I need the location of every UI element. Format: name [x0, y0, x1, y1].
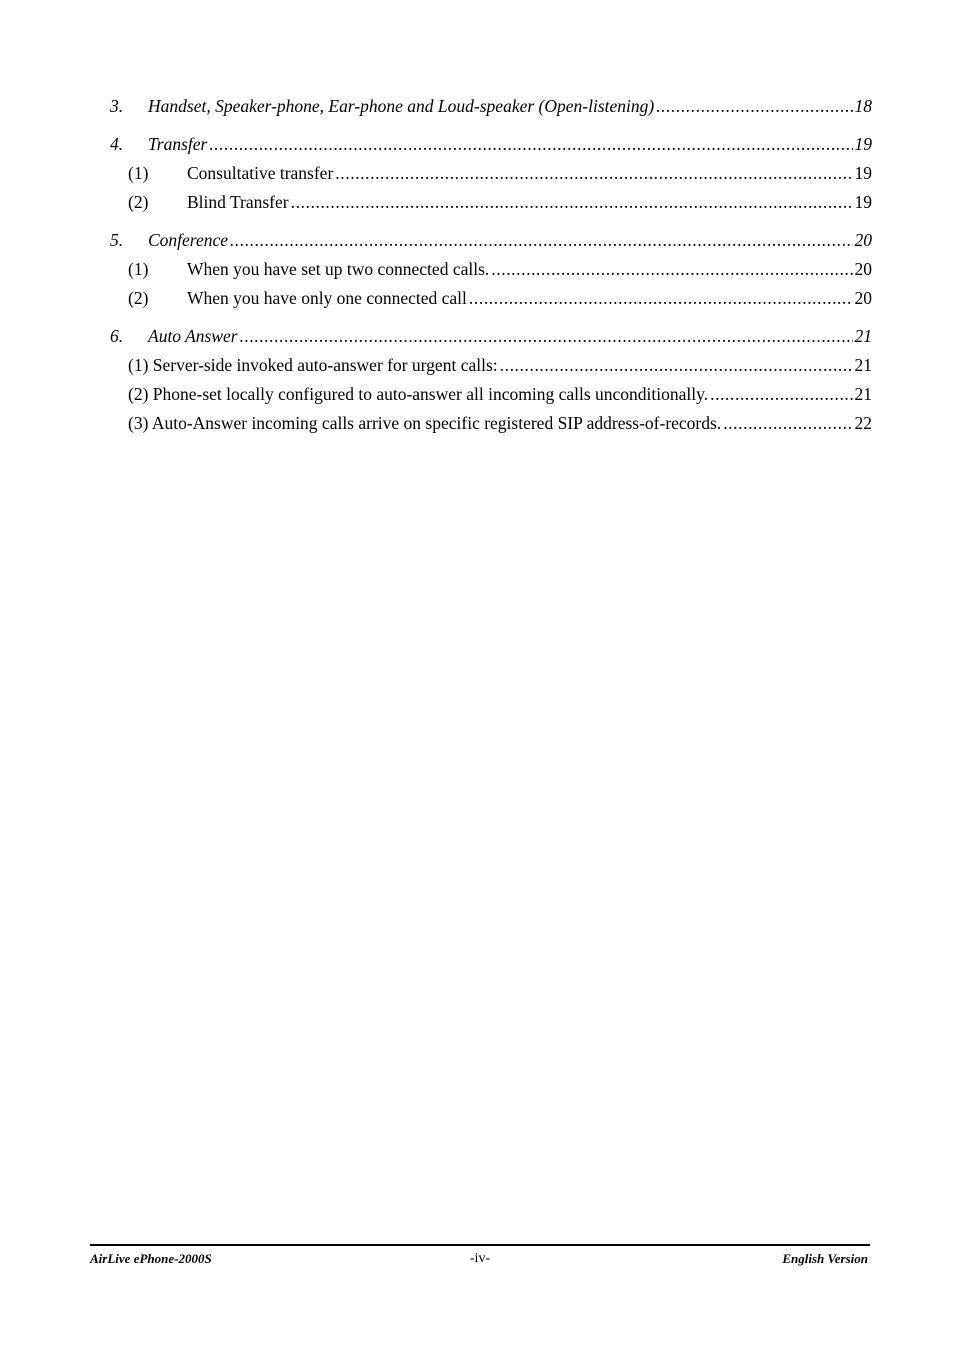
toc-entry[interactable]: [110, 226, 872, 255]
toc-subentry[interactable]: [110, 351, 872, 380]
toc-entry-title: (3) Auto-Answer incoming calls arrive on specific registered SIP address-of-records.: [128, 413, 722, 433]
toc-subentry[interactable]: [110, 409, 872, 438]
dot-leader: [240, 322, 853, 351]
dot-leader: [500, 351, 853, 380]
toc-entry[interactable]: [110, 92, 872, 121]
toc-entry[interactable]: [110, 322, 872, 351]
toc-entry-number: (1): [128, 259, 149, 279]
dot-leader: [491, 255, 852, 284]
toc-entry-title: When you have only one connected call: [187, 288, 467, 308]
dot-leader: [209, 130, 852, 159]
footer-page-number: -iv-: [469, 1251, 491, 1266]
toc-entry-page: 20: [854, 288, 872, 308]
toc-entry-page: 21: [854, 355, 872, 375]
toc-entry-number: (2): [128, 288, 149, 308]
toc-entry-page: 21: [854, 326, 872, 346]
toc-entry-title: (1) Server-side invoked auto-answer for urgent calls:: [128, 355, 498, 375]
toc-subentry[interactable]: [110, 188, 872, 217]
footer-version: English Version: [782, 1251, 868, 1266]
toc-entry-title: Transfer: [148, 134, 208, 154]
toc-subentry[interactable]: [110, 255, 872, 284]
toc-entry-page: 18: [854, 96, 872, 116]
dot-leader: [291, 188, 853, 217]
toc-entry-page: 21: [854, 384, 872, 404]
toc-entry-page: 20: [854, 259, 872, 279]
dot-leader: [656, 92, 852, 121]
toc-entry-page: 19: [854, 163, 872, 183]
toc-entry-title: Handset, Speaker-phone, Ear-phone and Loud-speaker (Open-listening): [148, 96, 655, 116]
toc-entry-page: 22: [854, 413, 872, 433]
toc-entry-page: 19: [854, 192, 872, 212]
toc-entry-title: When you have set up two connected calls.: [187, 259, 490, 279]
dot-leader: [335, 159, 852, 188]
footer-product-name: AirLive ePhone-2000S: [90, 1251, 212, 1266]
table-of-contents: [110, 92, 872, 438]
toc-subentry[interactable]: [110, 159, 872, 188]
toc-entry-number: 3.: [110, 96, 124, 116]
toc-entry-number: (2): [128, 192, 149, 212]
toc-entry-number: (1): [128, 163, 149, 183]
toc-entry-title: Auto Answer: [148, 326, 238, 346]
toc-entry-title: Blind Transfer: [187, 192, 289, 212]
toc-entry-number: 6.: [110, 326, 124, 346]
footer-divider: [90, 1244, 870, 1246]
page-footer: [90, 1251, 870, 1271]
toc-entry[interactable]: [110, 130, 872, 159]
toc-entry-title: (2) Phone-set locally configured to auto-answer all incoming calls unconditionally.: [128, 384, 709, 404]
toc-entry-number: 5.: [110, 230, 124, 250]
dot-leader: [469, 284, 853, 313]
toc-entry-page: 20: [854, 230, 872, 250]
toc-entry-number: 4.: [110, 134, 124, 154]
dot-leader: [710, 380, 852, 409]
toc-subentry[interactable]: [110, 380, 872, 409]
dot-leader: [723, 409, 852, 438]
toc-entry-title: Conference: [148, 230, 229, 250]
dot-leader: [230, 226, 852, 255]
toc-subentry[interactable]: [110, 284, 872, 313]
toc-entry-title: Consultative transfer: [187, 163, 334, 183]
toc-entry-page: 19: [854, 134, 872, 154]
